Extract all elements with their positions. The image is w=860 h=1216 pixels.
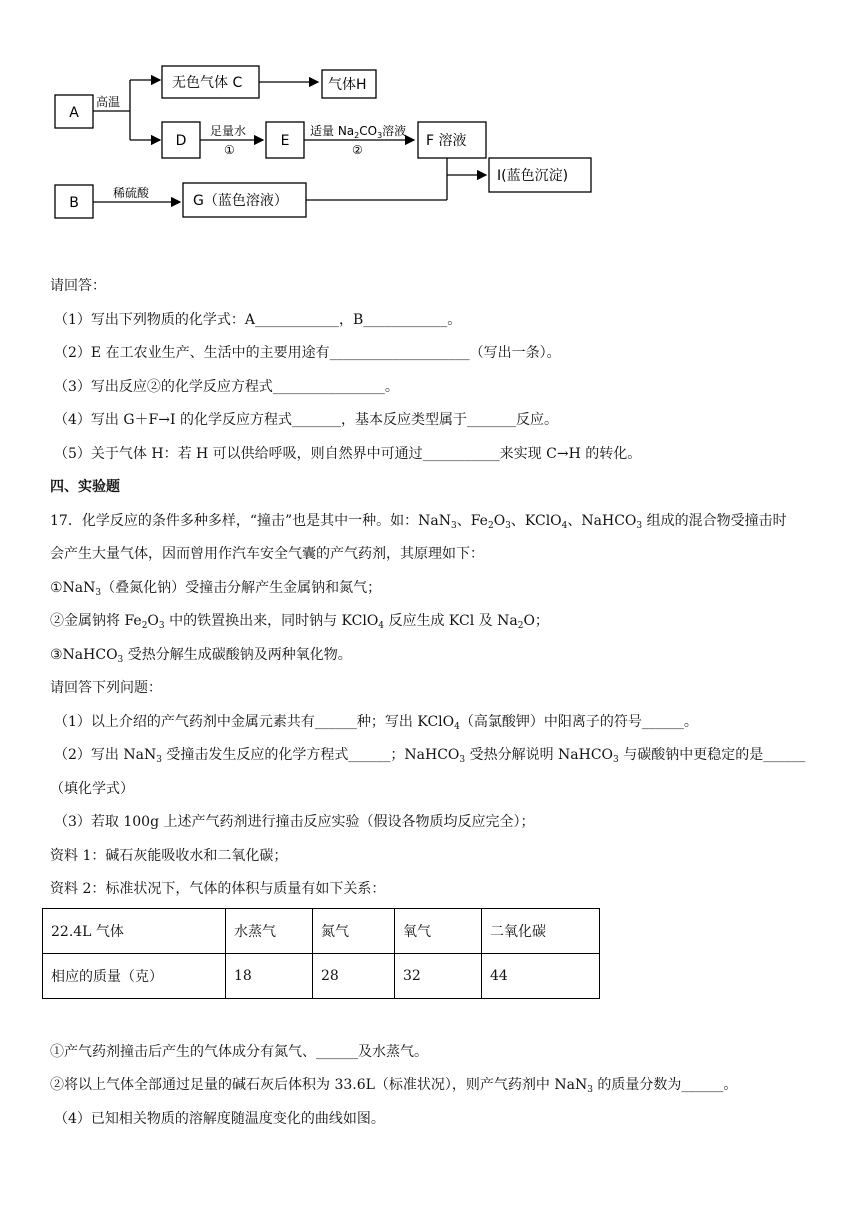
table-cell: 28 <box>313 954 395 999</box>
q16-part-3: （3）写出反应②的化学反应方程式________________。 <box>54 379 399 395</box>
gas-mass-table <box>42 908 600 999</box>
label-c: 无色气体 C <box>172 75 243 91</box>
reaction-flow-diagram <box>0 0 860 240</box>
q17-reaction-1: ①NaN$_3$（叠氮化钠）受撞击分解产生金属钠和氮气； <box>50 580 382 598</box>
q17-sub-2-cont: （填化学式） <box>50 781 134 797</box>
condition-water: 足量水 <box>210 124 247 138</box>
q17-answer-2: ②将以上气体全部通过足量的碱石灰后体积为 33.6L（标准状况），则产气药剂中 NaN$_3$ 的质量分数为______。 <box>50 1077 738 1095</box>
step-2-label: ② <box>352 143 363 157</box>
table-cell: 氮气 <box>313 909 395 954</box>
q17-sub-4: （4）已知相关物质的溶解度随温度变化的曲线如图。 <box>54 1111 385 1127</box>
label-d: D <box>175 133 187 149</box>
q17-intro-cont: 会产生大量气体，因而曾用作汽车安全气囊的产气药剂，其原理如下： <box>50 546 484 562</box>
q16-part-5: （5）关于气体 H：若 H 可以供给呼吸，则自然界中可通过___________来实现 C→H 的转化。 <box>54 446 642 462</box>
label-g: G（蓝色溶液） <box>193 193 288 209</box>
q16-prompt: 请回答： <box>50 278 106 294</box>
section-heading: 四、实验题 <box>50 479 120 495</box>
label-h: 气体H <box>328 77 367 93</box>
q17-answer-1: ①产气药剂撞击后产生的气体成分有氮气、______及水蒸气。 <box>50 1044 428 1060</box>
condition-high-temp: 高温 <box>96 95 121 109</box>
condition-dilute-acid: 稀硫酸 <box>113 186 150 200</box>
q17-sub-2: （2）写出 NaN$_3$ 受撞击发生反应的化学方程式______；NaHCO$_3$ 受热分解说明 NaHCO$_3$ 与碳酸钠中更稳定的是______ <box>54 747 806 765</box>
q17-reaction-3: ③NaHCO$_3$ 受热分解生成碳酸钠及两种氧化物。 <box>50 647 352 665</box>
q17-ask: 请回答下列问题： <box>50 680 162 696</box>
label-e: E <box>280 133 290 149</box>
label-a: A <box>69 105 79 121</box>
table-cell: 水蒸气 <box>226 909 313 954</box>
q16-part-4: （4）写出 G＋F→I 的化学反应方程式_______，基本反应类型属于_______反应。 <box>54 412 558 428</box>
label-b: B <box>69 195 79 211</box>
condition-na2co3: 适量 $Na_2CO_3$溶液 <box>310 124 407 140</box>
label-f: F 溶液 <box>426 133 467 149</box>
table-cell: 18 <box>226 954 313 999</box>
table-cell: 相应的质量（克） <box>43 954 226 999</box>
table-cell: 44 <box>482 954 600 999</box>
q16-part-1: （1）写出下列物质的化学式：A____________，B____________。 <box>54 312 462 328</box>
table-cell: 22.4L 气体 <box>43 909 226 954</box>
q17-sub-1: （1）以上介绍的产气药剂中金属元素共有______种；写出 KClO$_4$（高氯酸钾）中阳离子的符号______。 <box>54 714 698 732</box>
table-cell: 氧气 <box>395 909 482 954</box>
q17-intro: 17．化学反应的条件多种多样，“撞击”也是其中一种。如：NaN$_3$、$Fe_2O_3$、KClO$_4$、NaHCO$_3$ 组成的混合物受撞击时 <box>50 513 787 531</box>
table-row <box>43 909 600 954</box>
table-cell: 二氧化碳 <box>482 909 600 954</box>
q16-part-2: （2）E 在工农业生产、生活中的主要用途有____________________（写出一条）。 <box>54 345 561 361</box>
table-row <box>43 954 600 999</box>
table-cell: 32 <box>395 954 482 999</box>
q17-reference-2: 资料 2：标准状况下，气体的体积与质量有如下关系： <box>50 881 386 897</box>
q17-sub-3: （3）若取 100g 上述产气药剂进行撞击反应实验（假设各物质均反应完全）； <box>54 814 535 830</box>
q17-reference-1: 资料 1：碱石灰能吸收水和二氧化碳； <box>50 848 288 864</box>
step-1-label: ① <box>224 143 235 157</box>
label-i: I(蓝色沉淀) <box>497 168 569 184</box>
q17-reaction-2: ②金属钠将 $Fe_2O_3$ 中的铁置换出来，同时钠与 KClO$_4$ 反应生成 KCl 及 $Na_2O$； <box>50 613 549 631</box>
